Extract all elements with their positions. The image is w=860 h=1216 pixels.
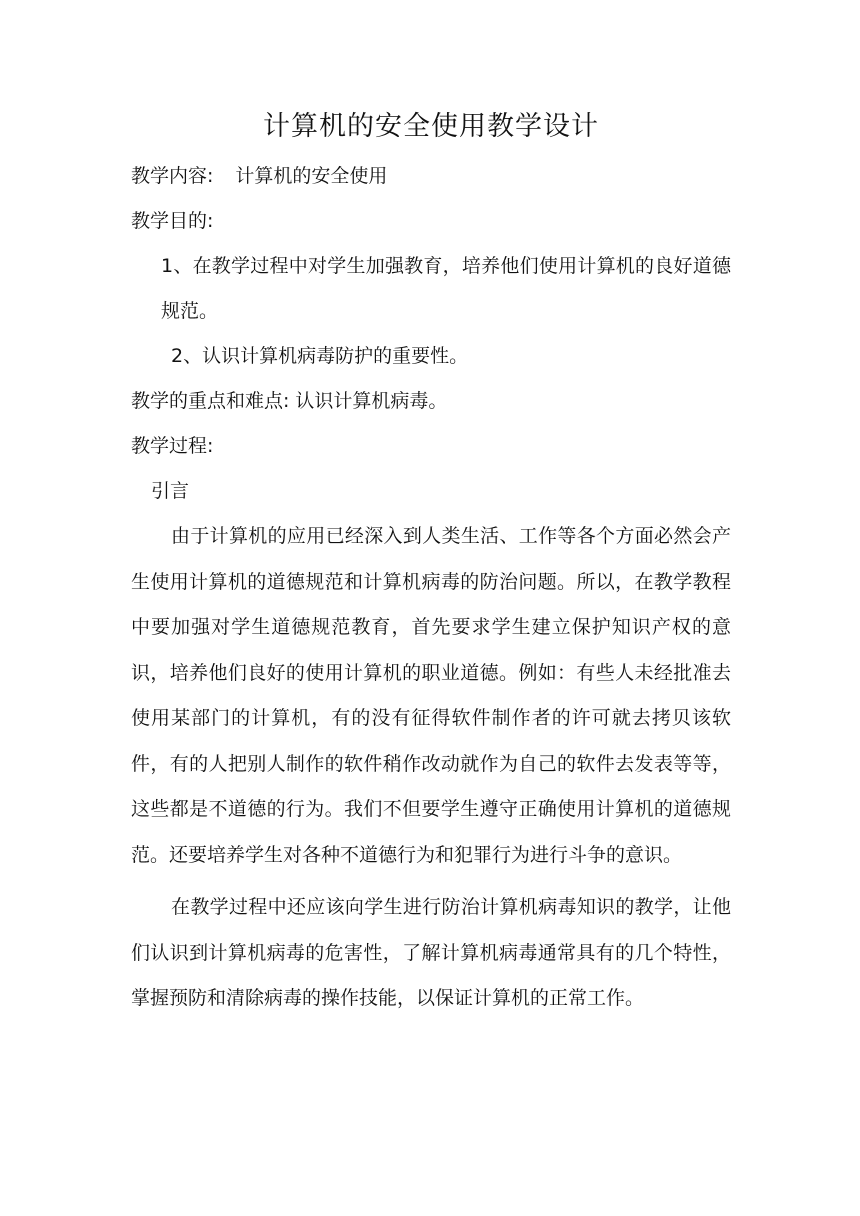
objective-item-2: 2、认识计算机病毒防护的重要性。 — [171, 345, 469, 367]
document-title: 计算机的安全使用教学设计 — [263, 111, 599, 142]
key-points-label: 教学的重点和难点: — [131, 390, 290, 412]
body-paragraph-2: 在教学过程中还应该向学生进行防治计算机病毒知识的教学，让他们认识到计算机病毒的危害性，了解计算机病毒通常具有的几个特性，掌握预防和清除病毒的操作技能，以保证计算机的正常工作。 — [131, 896, 731, 1009]
content-line — [131, 154, 731, 199]
document-body — [131, 100, 731, 1022]
body-paragraph-1: 由于计算机的应用已经深入到人类生活、工作等各个方面必然会产生使用计算机的道德规范和计算机病毒的防治问题。所以，在教学教程中要加强对学生道德规范教育，首先要求学生建立保护知识产权的意识，培养他们良好的使用计算机的职业道德。例如：有些人未经批准去使用某部门的计算机，有的没有征得软件制作者的许可就去拷贝该软件，有的人把别人制作的软件稍作改动就作为自己的软件去发表等等，这些都是不道德的行为。我们不但要学生遵守正确使用计算机的道德规范。还要培养学生对各种不道德行为和犯罪行为进行斗争的意识。 — [131, 525, 731, 866]
objective-label: 教学目的: — [131, 210, 214, 232]
key-points-line — [131, 379, 731, 424]
key-points-value: 认识计算机病毒。 — [295, 390, 448, 412]
content-value: 计算机的安全使用 — [235, 165, 388, 187]
objective-item-1: 1、在教学过程中对学生加强教育，培养他们使用计算机的良好道德规范。 — [161, 255, 731, 322]
intro-heading: 引言 — [151, 480, 190, 502]
process-label: 教学过程: — [131, 435, 214, 457]
content-label: 教学内容: — [131, 165, 214, 187]
